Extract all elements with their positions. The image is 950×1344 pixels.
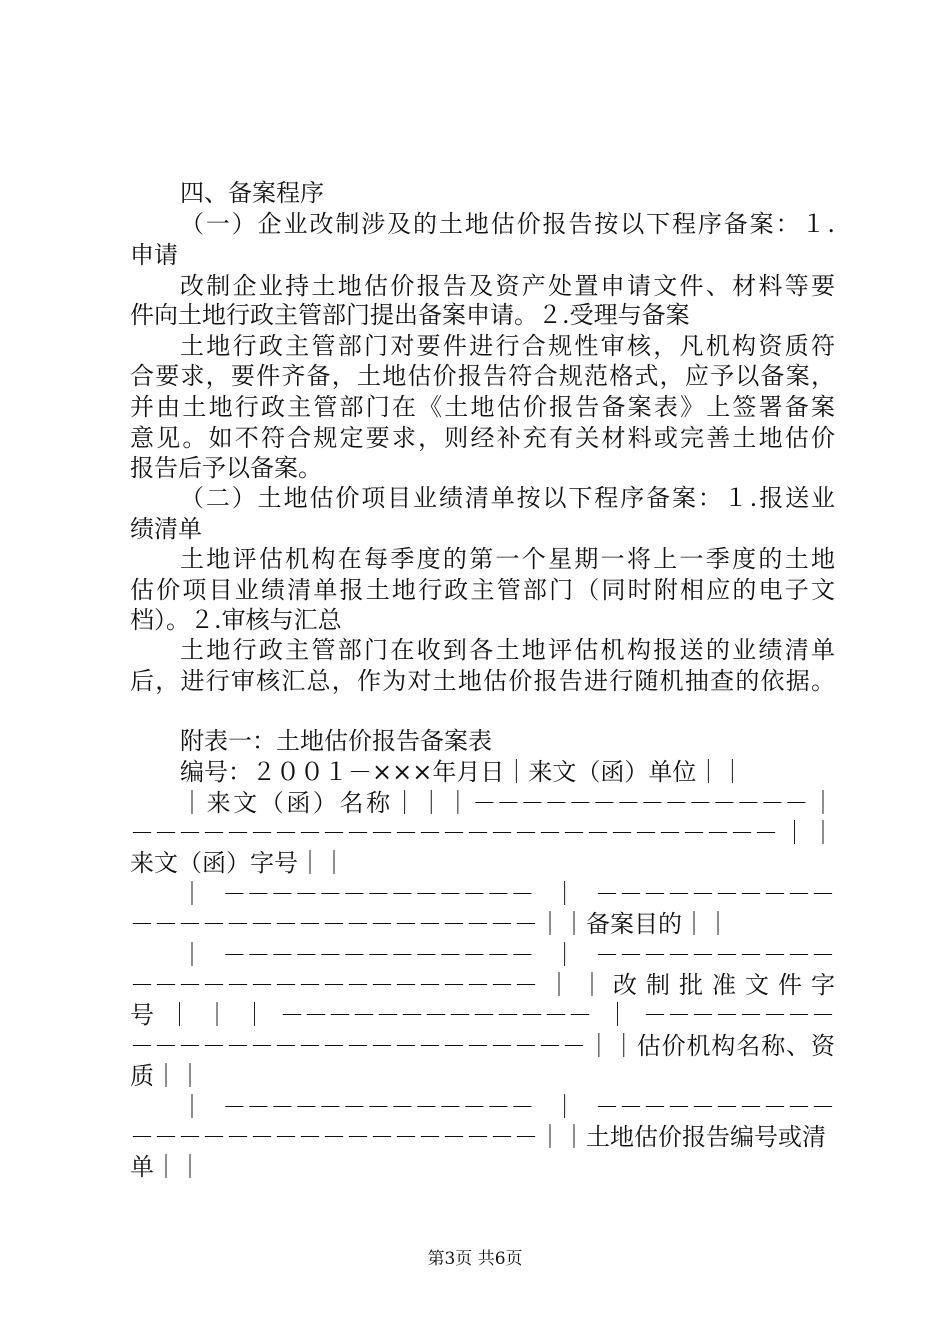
paragraph-line: 后，进行审核汇总，作为对土地估价报告进行随机抽查的依据。 xyxy=(130,667,835,695)
page-number: 第3页 共6页 xyxy=(427,1249,523,1269)
paragraph-line: 估价项目业绩清单报土地行政主管部门（同时附相应的电子文 xyxy=(130,576,835,604)
form-line: 来文（函）字号｜｜ xyxy=(130,849,346,877)
form-line: 单｜｜ xyxy=(130,1153,202,1181)
paragraph-line: 土地行政主管部门在收到各土地评估机构报送的业绩清单 xyxy=(180,636,835,664)
paragraph-line: 并由土地行政主管部门在《土地估价报告备案表》上签署备案 xyxy=(130,393,835,421)
paragraph-line: 土地行政主管部门对要件进行合规性审核，凡机构资质符 xyxy=(180,332,835,360)
form-line: －－－－－－－－－－－－－－－－－｜｜土地估价报告编号或清 xyxy=(130,1123,826,1151)
paragraph-line: 意见。如不符合规定要求，则经补充有关材料或完善土地估价 xyxy=(130,424,835,452)
form-line: －－－－－－－－－－－－－－－－－｜｜改制批准文件字 xyxy=(130,971,835,999)
form-line: －－－－－－－－－－－－－－－－－｜｜备案目的｜｜ xyxy=(130,910,730,938)
form-line: 号｜｜｜－－－－－－－－－－－－－｜－－－－－－－－ xyxy=(130,1001,835,1029)
form-line: －－－－－－－－－－－－－－－－－－－｜｜估价机构名称、资 xyxy=(130,1032,835,1060)
paragraph-line: 档）。２.审核与汇总 xyxy=(130,606,342,634)
paragraph-line: （一）企业改制涉及的土地估价报告按以下程序备案：１. xyxy=(180,210,835,238)
form-line: ｜来文（函）名称｜｜｜－－－－－－－－－－－－－－｜ xyxy=(180,789,835,817)
paragraph-line: 报告后予以备案。 xyxy=(130,454,322,482)
form-line: 编号：２００１－×××年月日｜来文（函）单位｜｜ xyxy=(180,758,745,786)
paragraph-line: 申请 xyxy=(130,241,178,269)
form-line: ｜－－－－－－－－－－－－－｜－－－－－－－－－－ xyxy=(180,941,835,969)
paragraph-line: 合要求，要件齐备，土地估价报告符合规范格式，应予以备案， xyxy=(130,362,835,390)
section-heading: 四、备案程序 xyxy=(180,179,324,207)
form-line: ｜－－－－－－－－－－－－－｜－－－－－－－－－－ xyxy=(180,880,835,908)
appendix-title: 附表一：土地估价报告备案表 xyxy=(180,727,492,755)
paragraph-line: 绩清单 xyxy=(130,515,202,543)
paragraph-line: 改制企业持土地估价报告及资产处置申请文件、材料等要 xyxy=(180,272,835,300)
paragraph-line: 件向土地行政主管部门提出备案申请。２.受理与备案 xyxy=(130,301,690,329)
paragraph-line: （二）土地估价项目业绩清单按以下程序备案：１.报送业 xyxy=(180,484,835,512)
form-line: －－－－－－－－－－－－－－－－－－－－－－－－－－－｜｜ xyxy=(130,819,835,847)
form-line: 质｜｜ xyxy=(130,1062,202,1090)
paragraph-line: 土地评估机构在每季度的第一个星期一将上一季度的土地 xyxy=(180,545,835,573)
form-line: ｜－－－－－－－－－－－－－｜－－－－－－－－－－ xyxy=(180,1093,835,1121)
